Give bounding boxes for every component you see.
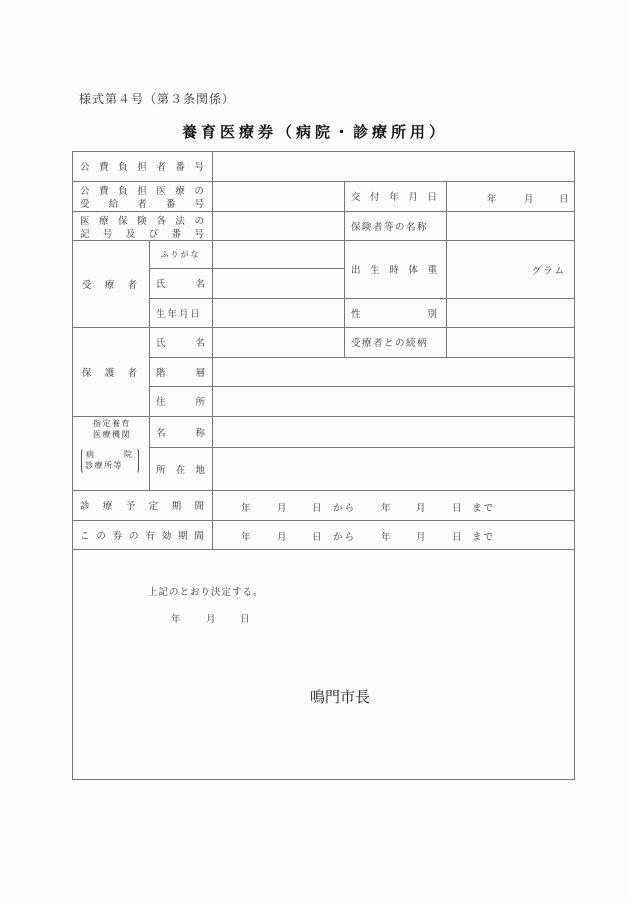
row-divider (72, 549, 575, 550)
char: 号 (102, 228, 113, 240)
char: 所 (156, 464, 166, 476)
validity-period-field[interactable] (213, 521, 574, 549)
char: 及 (125, 228, 136, 240)
label-recipient-number-line1 (80, 183, 204, 196)
char: 診 (80, 501, 90, 512)
label-institution-name (156, 416, 205, 447)
char: 号 (194, 162, 204, 173)
from-month: 月 (277, 532, 287, 543)
decision-day: 日 (240, 614, 250, 625)
char: 担 (137, 185, 147, 197)
document-title: 養育医療券（病院・診療所用） (181, 123, 448, 141)
char: 期 (178, 530, 188, 542)
char: 療 (99, 215, 109, 227)
birth-weight-field[interactable] (447, 241, 574, 298)
relationship-field[interactable] (447, 328, 574, 357)
insurer-name-field[interactable] (447, 212, 574, 240)
char: 在 (175, 464, 186, 476)
char: 付 (370, 192, 380, 203)
patient-furigana-field[interactable] (213, 241, 344, 268)
form-number: 様式第４号（第３条関係） (79, 92, 236, 106)
label-institution-paren-line2: 診療所等 (85, 461, 123, 470)
char: こ (80, 530, 90, 542)
from-day: 日 (312, 532, 322, 543)
char: 院 (124, 450, 132, 459)
char: 険 (137, 215, 147, 227)
day-label: 日 (559, 194, 569, 205)
char: 生 (370, 265, 380, 276)
char: 名 (156, 427, 166, 439)
char: 地 (195, 464, 205, 476)
from-label: から (333, 503, 357, 514)
char: 給 (108, 198, 119, 210)
to-year: 年 (381, 503, 391, 514)
until-label: まで (472, 503, 496, 514)
char: 療 (102, 501, 113, 512)
char: び (148, 228, 159, 240)
char: 者 (137, 198, 147, 210)
from-year: 年 (241, 532, 251, 543)
label-birth-weight (351, 240, 437, 298)
char: 負 (118, 162, 128, 173)
char: 公 (80, 185, 90, 197)
char: 費 (99, 185, 109, 197)
char: 券 (112, 530, 123, 542)
char: 重 (427, 265, 437, 276)
label-relationship: 受療者との続柄 (351, 338, 429, 349)
issuer-name: 鳴門市長 (310, 688, 371, 706)
char: 定 (148, 501, 159, 512)
to-day: 日 (452, 503, 462, 514)
char: の (194, 185, 204, 197)
char: 有 (145, 530, 155, 542)
label-patient-group (82, 240, 137, 327)
char: 番 (175, 162, 185, 173)
char: 負 (118, 185, 128, 197)
char: 号 (194, 198, 204, 210)
char: 保 (118, 215, 128, 227)
table-border-left (72, 151, 73, 780)
label-institution-location (156, 447, 205, 490)
char: 各 (156, 215, 166, 227)
label-insurance-number-line2 (80, 226, 204, 239)
char: 者 (127, 367, 137, 379)
char: 護 (104, 367, 115, 379)
char: 期 (171, 501, 182, 512)
char: 者 (127, 279, 137, 291)
char: 出 (351, 265, 361, 276)
label-insurer-name: 保険者等の名称 (351, 221, 429, 233)
table-border-bottom (72, 779, 575, 780)
char: 法 (175, 215, 185, 227)
char: 年 (389, 192, 399, 203)
label-sex (351, 298, 437, 327)
char: 番 (171, 228, 182, 240)
char: の (194, 215, 204, 227)
label-institution-line1: 指定養育 (93, 419, 131, 428)
char: 住 (156, 397, 166, 408)
char: 番 (165, 198, 176, 210)
char: 所 (195, 397, 205, 408)
recipient-number-field[interactable] (213, 182, 344, 211)
char: 医 (156, 185, 166, 197)
label-public-payer-number (80, 151, 204, 181)
char: 間 (194, 501, 204, 512)
char: 公 (80, 162, 90, 173)
label-furigana: ふりがな (160, 249, 201, 259)
insurance-number-field[interactable] (213, 212, 344, 240)
to-month: 月 (416, 503, 426, 514)
char: 階 (156, 367, 166, 379)
char: 受 (80, 198, 90, 210)
char: 号 (194, 228, 204, 240)
label-institution-line2: 医療機関 (93, 430, 131, 439)
month-label: 月 (524, 194, 534, 205)
guardian-name-field[interactable] (213, 328, 344, 357)
to-day: 日 (452, 532, 462, 543)
char: の (96, 530, 106, 542)
char: 性 (351, 308, 361, 320)
label-address (156, 386, 205, 416)
char: 氏 (156, 338, 166, 349)
label-treatment-period (80, 490, 204, 520)
label-institution-paren-line1 (86, 449, 132, 460)
label-guardian-group (82, 327, 137, 416)
from-month: 月 (277, 503, 287, 514)
decision-month: 月 (206, 614, 216, 625)
char: 時 (389, 265, 399, 276)
label-birth-date: 生年月日 (156, 308, 203, 320)
grams-unit: グラム (531, 266, 566, 277)
tier-field[interactable] (213, 358, 574, 386)
decision-text: 上記のとおり決定する。 (148, 587, 264, 598)
address-field[interactable] (213, 387, 574, 416)
issue-date-field[interactable] (447, 182, 574, 211)
char: 者 (156, 162, 166, 173)
from-year: 年 (241, 503, 251, 514)
col-divider (149, 240, 150, 490)
char: の (129, 530, 139, 542)
decision-year: 年 (171, 614, 181, 625)
char: 担 (137, 162, 147, 173)
label-issue-date (351, 181, 437, 211)
char: 予 (125, 501, 136, 512)
char: 交 (351, 192, 361, 203)
char: 名 (195, 338, 205, 349)
char: 層 (195, 367, 205, 379)
char: 名 (195, 279, 205, 290)
char: 保 (82, 367, 92, 379)
char: 日 (427, 192, 437, 203)
char: 月 (408, 192, 418, 203)
col-divider (344, 181, 345, 357)
char: 称 (195, 427, 205, 439)
char: 別 (427, 308, 437, 320)
label-recipient-number-line2 (80, 196, 204, 209)
table-border-right (574, 151, 575, 780)
birth-date-field[interactable] (213, 299, 344, 327)
label-patient-name (156, 268, 205, 298)
institution-location-field[interactable] (213, 448, 574, 490)
char: 医 (80, 215, 90, 227)
char: 氏 (156, 279, 166, 290)
year-label: 年 (487, 194, 497, 205)
char: 受 (82, 279, 92, 291)
treatment-period-field[interactable] (213, 491, 574, 520)
char: 間 (194, 530, 204, 542)
char: 費 (99, 162, 109, 173)
public-payer-number-field[interactable] (213, 152, 574, 181)
from-day: 日 (312, 503, 322, 514)
label-guardian-name (156, 327, 205, 357)
char: 療 (175, 185, 185, 197)
sex-field[interactable] (447, 299, 574, 327)
char: 記 (80, 228, 90, 240)
char: 効 (161, 530, 172, 542)
label-validity-period (80, 520, 204, 549)
until-label: まで (472, 532, 496, 543)
to-year: 年 (381, 532, 391, 543)
char: 病 (86, 450, 94, 459)
label-insurance-number-line1 (80, 213, 204, 226)
from-label: から (333, 532, 357, 543)
institution-name-field[interactable] (213, 417, 574, 447)
to-month: 月 (416, 532, 426, 543)
patient-name-field[interactable] (213, 269, 344, 298)
label-tier (156, 357, 205, 386)
char: 療 (104, 279, 115, 291)
char: 体 (408, 265, 418, 276)
